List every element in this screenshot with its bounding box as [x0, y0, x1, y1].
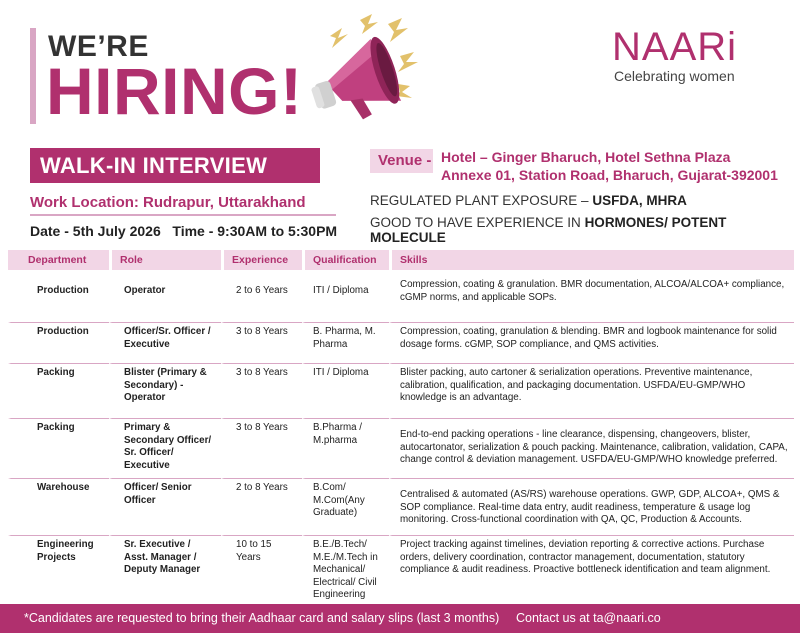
regulated-value: USFDA, MHRA	[592, 193, 687, 208]
work-location: Work Location: Rudrapur, Uttarakhand	[30, 194, 336, 216]
header-qualification: Qualification	[302, 250, 389, 270]
footer-note: *Candidates are requested to bring their Aadhaar card and salary slips (last 3 months)	[24, 611, 500, 625]
header-skills: Skills	[389, 250, 794, 270]
venue-label: Venue -	[370, 149, 433, 173]
regulated-exposure	[370, 193, 687, 208]
table-row	[8, 323, 794, 364]
header-experience: Experience	[221, 250, 302, 270]
hero-line-hiring: HIRING!	[46, 54, 303, 128]
good-to-have-value: HORMONES/ POTENT MOLECULE	[370, 215, 727, 245]
table-row	[8, 479, 794, 536]
cell-qualification: ITI / Diploma	[302, 364, 389, 419]
venue-line-1: Hotel – Ginger Bharuch, Hotel Sethna Plaza	[441, 149, 731, 165]
cell-experience: 2 to 6 Years	[221, 275, 302, 323]
cell-department: Production	[8, 275, 109, 323]
brand-tagline: Celebrating women	[614, 68, 735, 84]
cell-qualification: B. Pharma, M. Pharma	[302, 323, 389, 364]
cell-skills: Compression, coating, granulation & blending. BMR and logbook maintenance for solid dosage forms. cGMP, SOP compliance, and QMS activities.	[389, 323, 794, 364]
date-time: Date - 5th July 2026 Time - 9:30AM to 5:30PM	[30, 223, 338, 239]
cell-experience: 3 to 8 Years	[221, 364, 302, 419]
cell-skills: Blister packing, auto cartoner & serialization operations. Preventive maintenance, calibration, qualification, and packaging documentation. USFDA/EU-GMP/WHO knowledge is an advantage.	[389, 364, 794, 419]
hero-line-were: WE’RE	[48, 30, 149, 63]
table-row	[8, 275, 794, 323]
cell-role: Primary & Secondary Officer/ Sr. Officer/ Executive	[109, 419, 221, 479]
regulated-prefix: REGULATED PLANT EXPOSURE –	[370, 193, 593, 208]
good-to-have-prefix: GOOD TO HAVE EXPERIENCE IN	[370, 215, 585, 230]
venue-line-2: Annexe 01, Station Road, Bharuch, Gujarat-392001	[441, 167, 778, 183]
cell-role: Sr. Executive / Asst. Manager / Deputy Manager	[109, 536, 221, 612]
cell-qualification: B.E./B.Tech/ M.E./M.Tech in Mechanical/ Electrical/ Civil Engineering	[302, 536, 389, 612]
cell-skills: Centralised & automated (AS/RS) warehouse operations. GWP, GDP, ALCOA+, QMS & SOP compliance. Real-time data entry, audit readiness, temperature & usage log monitoring. Cross-functional coordination with QA, QC, Production & Accounts.	[389, 479, 794, 536]
brand-name: NAARi	[612, 25, 738, 69]
jobs-table	[8, 250, 794, 612]
cell-qualification: B.Com/ M.Com(Any Graduate)	[302, 479, 389, 536]
megaphone-icon	[302, 14, 422, 129]
footer-contact: Contact us at ta@naari.co	[516, 611, 661, 625]
cell-skills: End-to-end packing operations - line clearance, dispensing, changeovers, blister, autocartonator, serialization & pouch packing. Maintenance, calibration, validation, CAPA, change control & deviation management. USFDA/EU-GMP/WHO knowledge preferred.	[389, 419, 794, 479]
cell-department: Packing	[8, 364, 109, 419]
table-row	[8, 364, 794, 419]
cell-experience: 2 to 8 Years	[221, 479, 302, 536]
hero-accent-bar	[30, 28, 36, 124]
cell-department: Packing	[8, 419, 109, 479]
cell-department: Production	[8, 323, 109, 364]
cell-role: Officer/Sr. Officer / Executive	[109, 323, 221, 364]
cell-experience: 3 to 8 Years	[221, 419, 302, 479]
footer-bar	[0, 604, 800, 633]
table-header-row	[8, 250, 794, 270]
cell-skills: Project tracking against timelines, deviation reporting & corrective actions. Purchase orders, delivery coordination, contractor management, documentation, statutory compliance & audit readiness. Proactive bottleneck identification and team alignment.	[389, 536, 794, 612]
cell-skills: Compression, coating & granulation. BMR documentation, ALCOA/ALCOA+ compliance, cGMP norms, and applicable SOPs.	[389, 275, 794, 323]
header-department: Department	[8, 250, 109, 270]
cell-qualification: ITI / Diploma	[302, 275, 389, 323]
cell-qualification: B.Pharma / M.pharma	[302, 419, 389, 479]
table-row	[8, 536, 794, 612]
table-row	[8, 419, 794, 479]
cell-department: Engineering Projects	[8, 536, 109, 612]
venue-address	[441, 148, 778, 184]
good-to-have	[370, 215, 800, 245]
cell-experience: 10 to 15 Years	[221, 536, 302, 612]
cell-experience: 3 to 8 Years	[221, 323, 302, 364]
walk-in-banner: WALK-IN INTERVIEW	[30, 148, 320, 183]
brand-logo	[612, 26, 772, 84]
cell-role: Operator	[109, 275, 221, 323]
cell-role: Blister (Primary & Secondary) - Operator	[109, 364, 221, 419]
header-role: Role	[109, 250, 221, 270]
cell-role: Officer/ Senior Officer	[109, 479, 221, 536]
cell-department: Warehouse	[8, 479, 109, 536]
